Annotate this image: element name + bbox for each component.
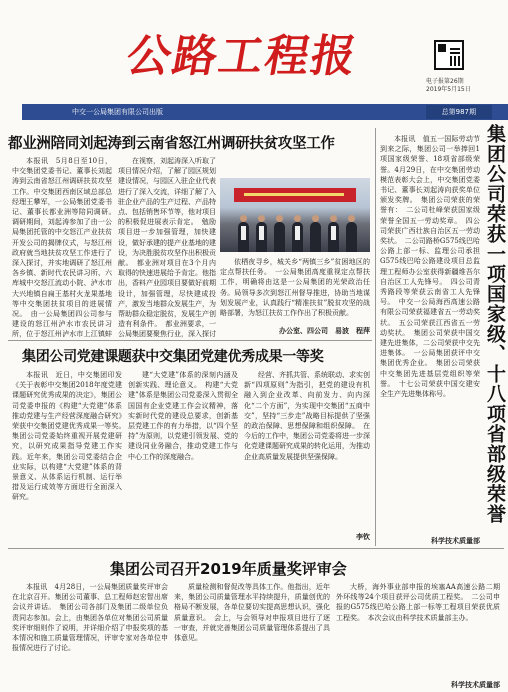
article1-col3-text: 依栖夜寻乡，城关乡“两镇三乡”贫困地区的定点帮扶任务。 一公局集团高度重视定点帮扶工作，明确将由这是一公局集团的光荣政治任务。局领导多次到怒江州督导推进，协助当地谋划发展产业，认真践行“精准扶贫”脱贫攻坚的战略部署，为怒江扶贫工作作出了积极贡献。 xyxy=(220,258,370,318)
photo-person xyxy=(346,222,357,252)
publisher-text: 中交一公局集团有限公司出版 xyxy=(72,108,163,116)
article3-col1 xyxy=(12,582,168,688)
photo-person xyxy=(238,222,249,252)
right-column-byline: 科学技术质量部 xyxy=(431,537,480,545)
masthead xyxy=(0,0,508,104)
article2-col1 xyxy=(12,370,122,540)
article3-col1-text: 本报讯 4月28日，一公局集团质量奖评审会在北京召开。集团公司董事、总工程师赵宏智出席会议并讲话。 集团公司各部门及集团二级单位负责同志参加。会上，由集团各单位对集团公司质量奖评审细则作了说明，并详细介绍了申报奖项的基本情况和施工质量管理情况，评审专家对各单位申报情况进行了讨论。 xyxy=(12,583,168,653)
article1-col2 xyxy=(118,156,216,338)
article3-col2-text: 质量检测和督促改等具体工作。他指出，近年来，集团公司质量管理水平持续提升，质量创优的格局不断发展，各单位要切实提高思想认识，强化质量意识。 会上，与会领导对申报项目进行了逐一审查，并就完善集团公司质量管理体系提出了具体意见。 xyxy=(174,583,330,643)
article3-col2 xyxy=(174,582,330,688)
issue-number: 总第987期 xyxy=(426,105,492,119)
article3-byline: 科学技术质量部 xyxy=(451,681,500,689)
photo-person xyxy=(256,222,267,252)
article1-col2-text: 在视察，刘起涛深入听取了项目情况介绍，了解了园区规划建设情况，与园区入驻企业代表进行了深入交流，详细了解了入驻企业产品的生产过程、产品特点、包括销售环节等，他对项目的积极促进展表示肯定。 勉励项目进一步加强管理，加快建设，做好承建的提产业基地的建设，为决胜脱贫攻坚作出积极贡献。 都业洲对项目在3个月内取得的快速进展给予肯定。他指出，香料产业园项目要做好前期设计，加强管理，尽快建成投产，激发当地群众发展生产，为帮助群众稳定脱贫，发展生产创造有利条件。 都业洲要求，一公局集团要聚焦行业，深入探讨 xyxy=(118,157,216,338)
article1-byline: 办公室、四公司 易波 程萍 xyxy=(279,327,370,335)
article1-col3 xyxy=(220,257,370,323)
section-divider xyxy=(8,340,372,341)
edition-info xyxy=(426,78,506,94)
newspaper-title: 公路工程报 xyxy=(122,31,362,82)
photo-person xyxy=(292,222,303,252)
photo-person xyxy=(310,222,321,252)
event-photo xyxy=(220,178,370,252)
issue-date: 2019年5月15日 xyxy=(426,86,471,93)
article2-col2-text: 建“大党建”体系的深刻内涵及创新实践、理论意义。 构建“大党建”体系是集团公司党委深入贯彻全国国有企业党建工作会议精神，落实新时代党的建设总要求，创新基层党建工作的有力举措，以“四个坚持”为原则，以党建引领发展、党的建设同业务融合，推动党建工作与中心工作的深度融合。 xyxy=(128,371,238,461)
publisher-band xyxy=(22,104,508,120)
right-column-vertical-headline: 集团公司荣获一项国家级、十八项省部级荣誉 xyxy=(484,124,506,524)
article2-col3 xyxy=(244,370,370,530)
qr-code-icon xyxy=(434,40,464,70)
article2-col3-text: 经营、齐抓共管、系统联动、求实创新“四项原则”为指引，把党的建设有机融入到企业改革、向前发力、向内深化“二个方面”，为实现中交集团“五商中交”，坚持“三步走”战略目标提供了坚强的政治保障、思想保障和组织保障。 在今后的工作中，集团公司党委将进一步深化党建课题研究成果的转化运用，为推动企业高质量发展提供坚强保障。 xyxy=(244,371,370,461)
article1-col1 xyxy=(12,156,112,338)
article3-col3-text: 大桥，海外事业部申报的埃塞AA高速公路二期外环线等24个项目获评公司优质工程奖。 二公司申报的G575线巴哈公路上部一标等工程项目荣获优质工程奖。 本次会议由科学技术质量部主办。 xyxy=(336,583,500,622)
photo-person xyxy=(328,222,339,252)
article2-col2 xyxy=(128,370,238,540)
article1-headline: 都业洲陪同刘起涛到云南省怒江州调研扶贫攻坚工作 xyxy=(8,136,335,152)
right-column-text: 本报讯 值五一国际劳动节到来之际，集团公司一举捧回1项国家级荣誉、18项省部级荣誉。4月29日，在中交集团劳动模范表彰大会上，中交集团党委书记、董事长刘起涛向获奖单位颁发奖牌。 集团公司荣获的荣誉有： 二公司杜峰荣获国家级荣誉全国五一劳动奖章。 四公司荣获广西壮族自治区五一劳动奖状。 二公司路桥G575线巴哈公路上部一标、监理公司承担G575线巴哈公路建设项目总监理工程师办公室获得新疆维吾尔自治区工人先锋号。 四公司青秀路段等荣获云南省工人先锋号。 中交一公局海西高速公路有限公司荣获福建省五一劳动奖状。 五公司荣获江西省五一劳动奖状。 集团公司荣获中国交建先进集体，二公司荣获中交先进集体。 一公局集团获评中交集团优秀企业。 集团公司荣获中交集团先进基层党组织等荣誉。 十七公司荣获中国交建安全生产先进集体称号。 xyxy=(380,135,480,399)
article1-col1-text: 本报讯 5月8日至10日，中交集团党委书记、董事长刘起涛到云南省怒江州调研扶贫攻坚工作。中交集团西南区域总部总经理王攀军，一公局集团党委书记、董事长都业洲等陪同调研。 调研期间，刘起涛参加了由一公局集团托管的中交怒江产业扶贫开发公司的揭牌仪式，与怒江州政府就当地扶贫攻坚工作进行了深入探讨，并实地调研了怒江州各乡镇、新时代农民讲习所、六库城中交怒江流动小院、泸水市大兴地镇自扁王基村火龙果基地等中交集团扶贫项目的进展情况。 由一公局集团四公司参与建设的怒江州泸水市农民讲习所，位于怒江州泸水市上江镇蚌 xyxy=(12,157,112,338)
photo-banner xyxy=(234,188,356,202)
section-divider xyxy=(8,548,504,549)
article2-byline: 李钦 xyxy=(356,533,370,541)
right-column xyxy=(380,134,480,538)
article3-headline: 集团公司召开2019年质量奖评审会 xyxy=(110,560,347,578)
article2-headline: 集团公司党建课题获中交集团党建优秀成果一等奖 xyxy=(22,349,324,365)
column-divider xyxy=(375,128,376,546)
article2-col1-text: 本报讯 近日，中交集团印发《关于表彰中交集团2018年度党建课题研究优秀成果的决定》，集团公司党委申报的《构建“大党建”体系推动党建与生产经营深度融合研究》荣获中交集团党建优秀成果一等奖。 集团公司党委始终重视开展党建研究，以研究成果指导党建工作实践。近年来，集团公司党委结合企业实际，以构建“大党建”体系的背景意义、从体系运行机制、运行举措及运行成效等方面进行全面深入研究。 xyxy=(12,371,122,502)
article3-col3 xyxy=(336,582,500,678)
edition-label: 电子报第26期 xyxy=(426,78,464,85)
photo-person xyxy=(274,222,285,252)
